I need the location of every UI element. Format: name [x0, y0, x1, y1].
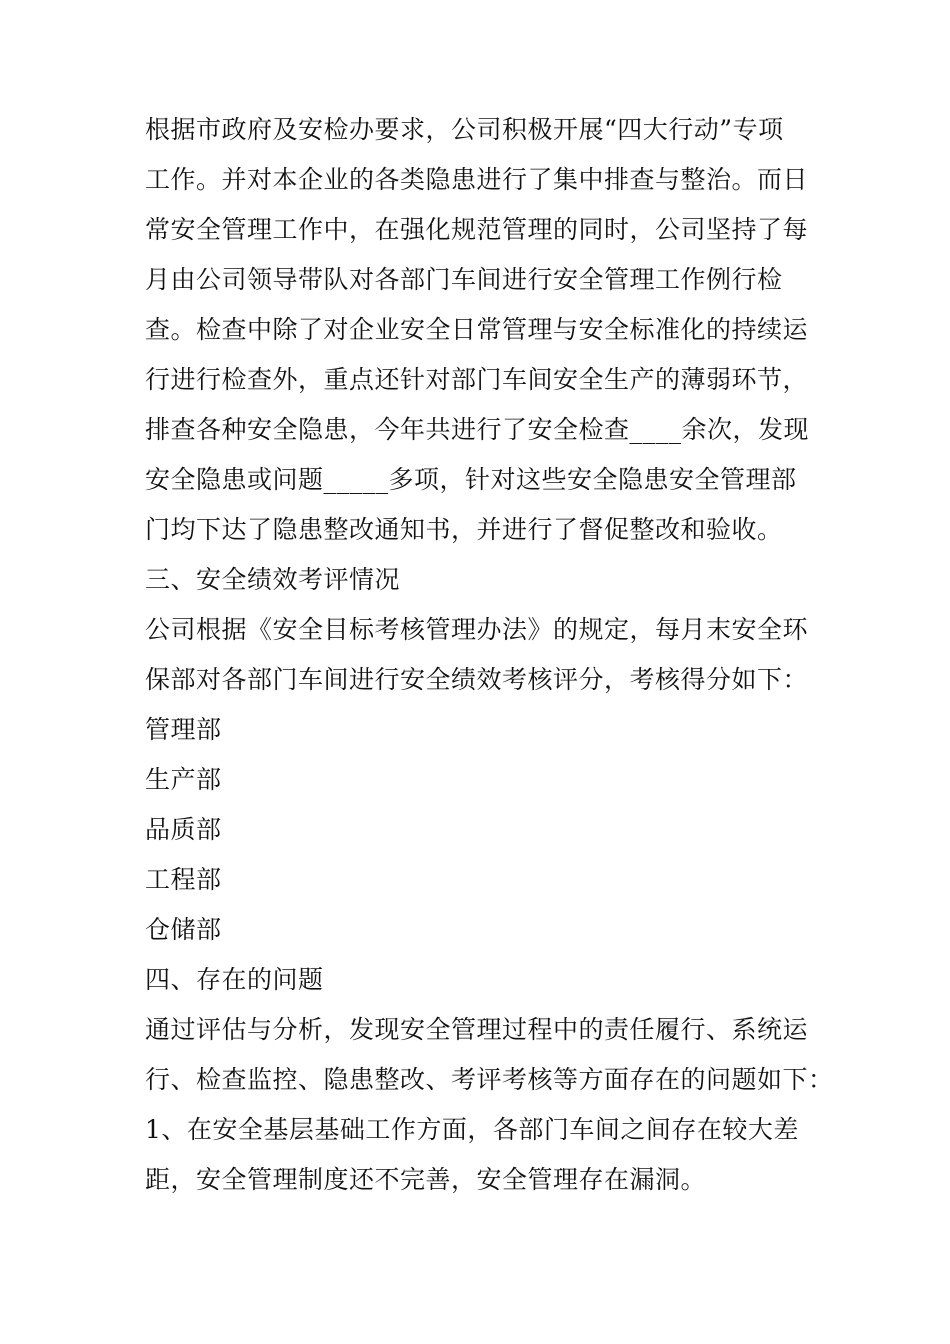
paragraph-line: 通过评估与分析，发现安全管理过程中的责任履行、系统运: [145, 1015, 809, 1044]
department-item: 管理部: [145, 715, 222, 744]
list-item-line: 1、在安全基层基础工作方面，各部门车间之间存在较大差: [145, 1115, 799, 1144]
paragraph-line: 行、检查监控、隐患整改、考评考核等方面存在的问题如下：: [145, 1065, 834, 1094]
paragraph-line: 工作。并对本企业的各类隐患进行了集中排查与整治。而日: [145, 165, 809, 194]
department-item: 仓储部: [145, 915, 222, 944]
section-heading: 三、安全绩效考评情况: [145, 565, 401, 594]
paragraph-line: 月由公司领导带队对各部门车间进行安全管理工作例行检: [145, 265, 783, 294]
list-item-line: 距，安全管理制度还不完善，安全管理存在漏洞。: [145, 1165, 707, 1194]
paragraph-line: 门均下达了隐患整改通知书，并进行了督促整改和验收。: [145, 515, 783, 544]
department-item: 生产部: [145, 765, 222, 794]
department-item: 品质部: [145, 815, 222, 844]
paragraph-line: 查。检查中除了对企业安全日常管理与安全标准化的持续运: [145, 315, 809, 344]
paragraph-line: 常安全管理工作中，在强化规范管理的同时，公司坚持了每: [145, 215, 809, 244]
paragraph-line: 公司根据《安全目标考核管理办法》的规定，每月末安全环: [145, 615, 809, 644]
paragraph-line: 行进行检查外，重点还针对部门车间安全生产的薄弱环节，: [145, 365, 809, 394]
document-body: [145, 105, 834, 1205]
paragraph-line: 排查各种安全隐患，今年共进行了安全检查____余次，发现: [145, 415, 810, 444]
department-item: 工程部: [145, 865, 222, 894]
paragraph-line: 根据市政府及安检办要求，公司积极开展“四大行动”专项: [145, 115, 784, 144]
paragraph-line: 保部对各部门车间进行安全绩效考核评分，考核得分如下：: [145, 665, 809, 694]
section-heading: 四、存在的问题: [145, 965, 324, 994]
paragraph-line: 安全隐患或问题_____多项，针对这些安全隐患安全管理部: [145, 465, 797, 494]
